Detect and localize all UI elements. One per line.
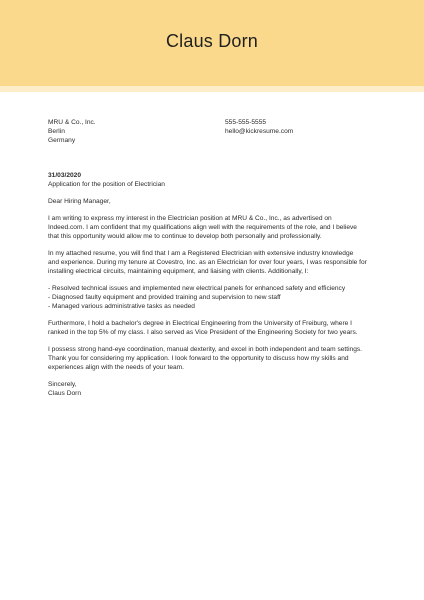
text-line: Furthermore, I hold a bachelor's degree in Electrical Engineering from the University of Freiburg, where I [48, 320, 352, 327]
text-line: ranked in the top 5% of my class. I also served as Vice President of the Engineering Society for two years. [48, 329, 358, 336]
contact-info [225, 118, 293, 136]
recipient-country: Germany [48, 137, 76, 144]
recipient-company: MRU & Co., Inc. [48, 119, 96, 126]
recipient-address [48, 118, 96, 145]
text-line: and experience. During my tenure at Covestro, Inc. as an Electrician for over four years, I was responsible for [48, 259, 367, 266]
list-item: - Managed various administrative tasks as needed [48, 303, 195, 310]
letter-date: 31/03/2020 [48, 172, 82, 179]
list-item: - Diagnosed faulty equipment and provided training and supervision to new staff [48, 294, 281, 301]
list-item: - Resolved technical issues and implemented new electrical panels for enhanced safety and efficiency [48, 285, 346, 292]
text-line: I am writing to express my interest in the Electrician position at MRU & Co., Inc., as advertised on [48, 215, 332, 222]
text-line: installing electrical circuits, maintaining equipment, and liaising with clients. Additionally, I: [48, 268, 309, 275]
signature-name: Claus Dorn [48, 390, 81, 397]
paragraph-experience [48, 249, 388, 276]
text-line: experiences align with the needs of your team. [48, 364, 184, 371]
contact-phone: 555-555-5555 [225, 119, 267, 126]
applicant-name-heading: Claus Dorn [165, 31, 259, 51]
sign-off [48, 380, 388, 398]
text-line: Thank you for considering my application. I look forward to the opportunity to discuss how my skills and [48, 355, 349, 362]
text-line: In my attached resume, you will find that I am a Registered Electrician with extensive industry knowledge [48, 250, 354, 257]
text-line: Indeed.com. I am confident that my qualifications align well with the requirements of the role, and I believe [48, 224, 357, 231]
salutation: Dear Hiring Manager, [48, 198, 111, 205]
paragraph-intro [48, 214, 388, 241]
recipient-city: Berlin [48, 128, 65, 135]
paragraph-closing [48, 345, 388, 372]
closing-phrase: Sincerely, [48, 381, 77, 388]
text-line: I possess strong hand-eye coordination, manual dexterity, and excel in both independent and team settings. [48, 346, 363, 353]
contact-email: hello@kickresume.com [225, 128, 294, 135]
achievements-list [48, 284, 388, 311]
text-line: that this opportunity would allow me to continue to develop both personally and professionally. [48, 233, 322, 240]
header-stripe [0, 86, 424, 92]
paragraph-education [48, 319, 388, 337]
letter-subject: Application for the position of Electrician [48, 181, 165, 188]
header-banner [0, 0, 424, 86]
letter-body [48, 197, 388, 406]
